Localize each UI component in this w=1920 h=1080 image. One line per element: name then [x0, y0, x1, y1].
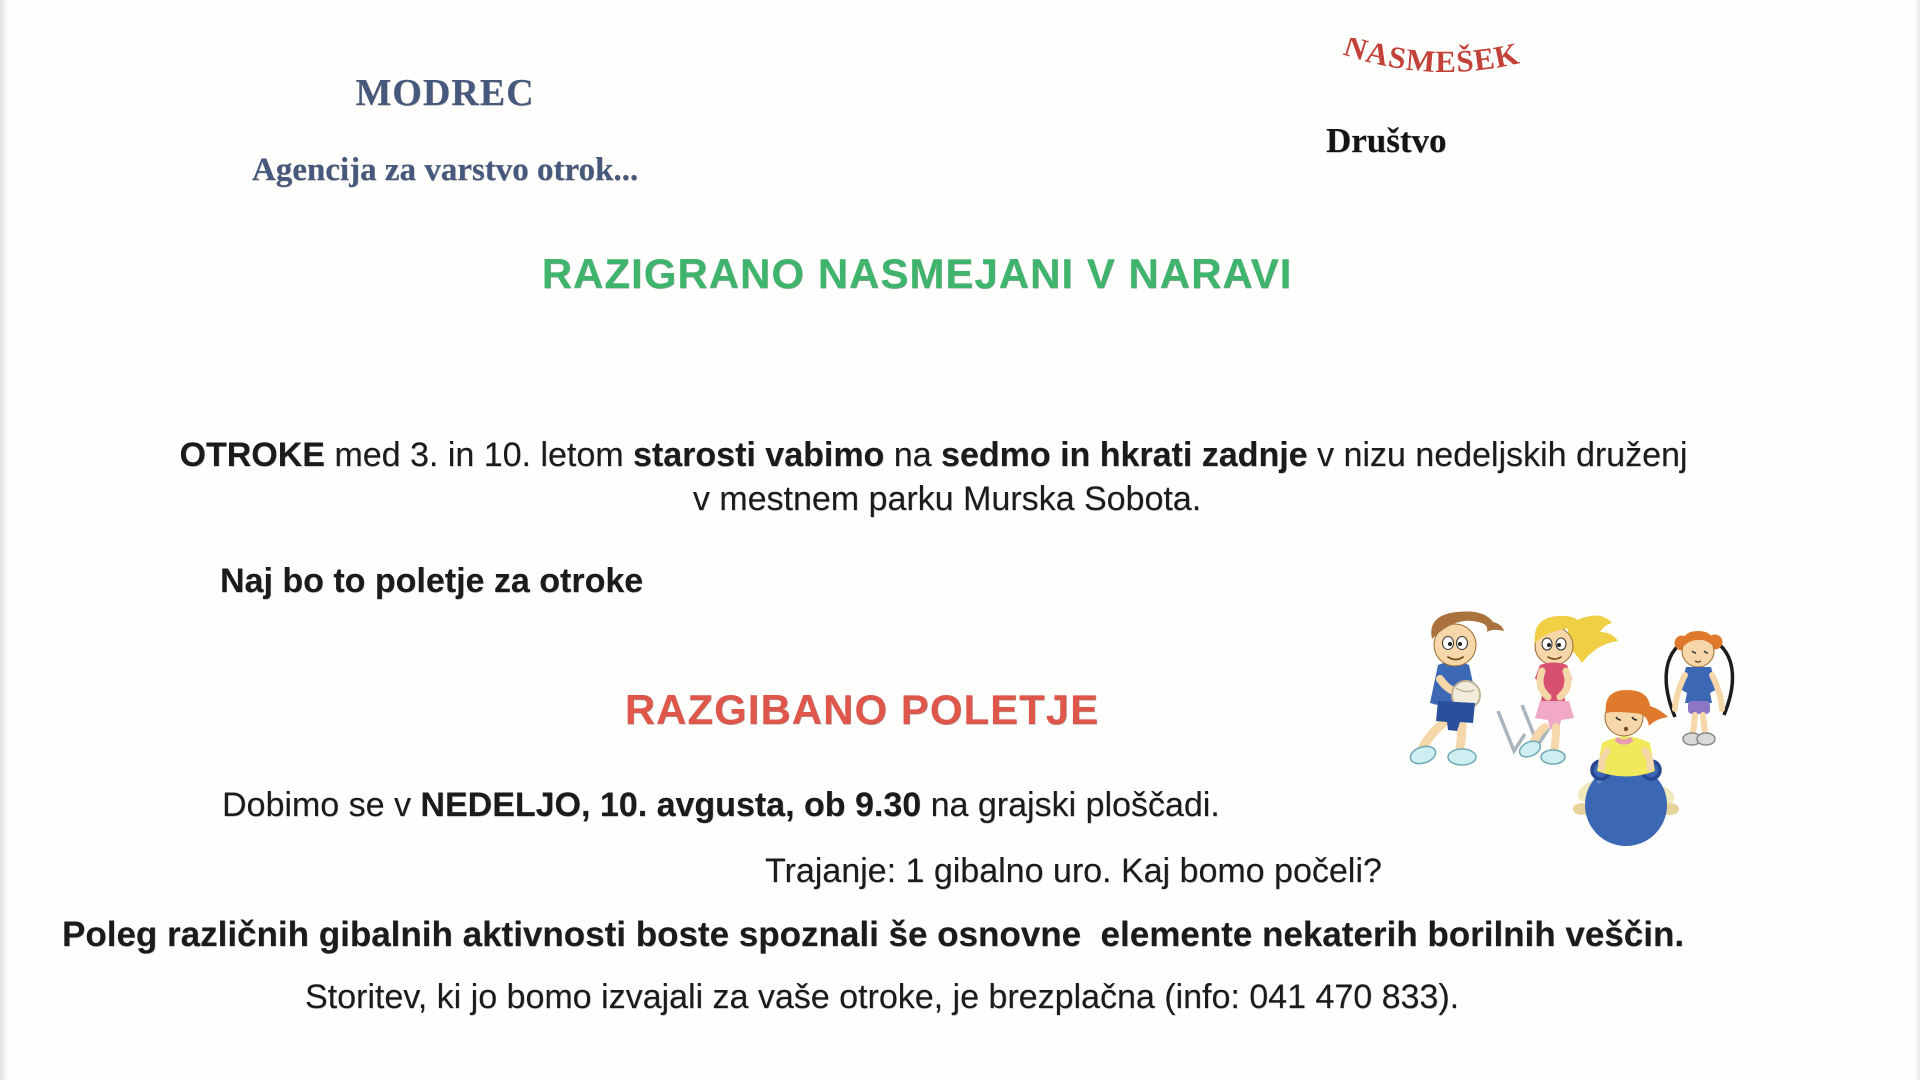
modrec-logo-subtitle: Agencija za varstvo otrok... — [251, 152, 639, 188]
intro-line-2: v mestnem parku Murska Sobota. — [692, 480, 1202, 518]
children-playing-illustration — [1380, 575, 1780, 855]
free-info-line: Storitev, ki jo bomo izvajali za vaše otroke, je brezplačna (info: 041 470 833). — [305, 978, 1460, 1016]
modrec-logo-title: MODREC — [355, 72, 535, 114]
nasmesek-logo-subtitle: Društvo — [1326, 121, 1447, 160]
duration-line: Trajanje: 1 gibalno uro. Kaj bomo počeli? — [765, 852, 1382, 890]
children-clipart-svg — [1398, 593, 1798, 873]
blonde-girl-figure — [1517, 615, 1618, 764]
boy-with-ball-figure — [1408, 611, 1504, 766]
main-heading: RAZIGRANO NASMEJANI V NARAVI — [541, 250, 1293, 297]
intro-line-1: OTROKE med 3. in 10. letom starosti vabimo na sedmo in hkrati zadnje v nizu nedeljskih druženj — [179, 436, 1688, 474]
meeting-line: Dobimo se v NEDELJO, 10. avgusta, ob 9.30 na grajski ploščadi. — [222, 786, 1220, 824]
secondary-heading: RAZGIBANO POLETJE — [624, 686, 1100, 733]
modrec-logo — [235, 36, 655, 226]
skipping-rope-girl-figure — [1666, 631, 1732, 745]
svg-text:NASMEŠEK: NASMEŠEK — [1339, 38, 1523, 80]
nasmesek-arched-wordmark — [1336, 38, 1556, 96]
activities-line: Poleg različnih gibalnih aktivnosti boste spoznali še osnovne elemente nekaterih borilnih veščin. — [62, 915, 1685, 954]
nasmesek-logo — [1318, 20, 1548, 197]
girl-on-ball-figure — [1573, 690, 1679, 846]
tagline: Naj bo to poletje za otroke — [220, 562, 644, 600]
